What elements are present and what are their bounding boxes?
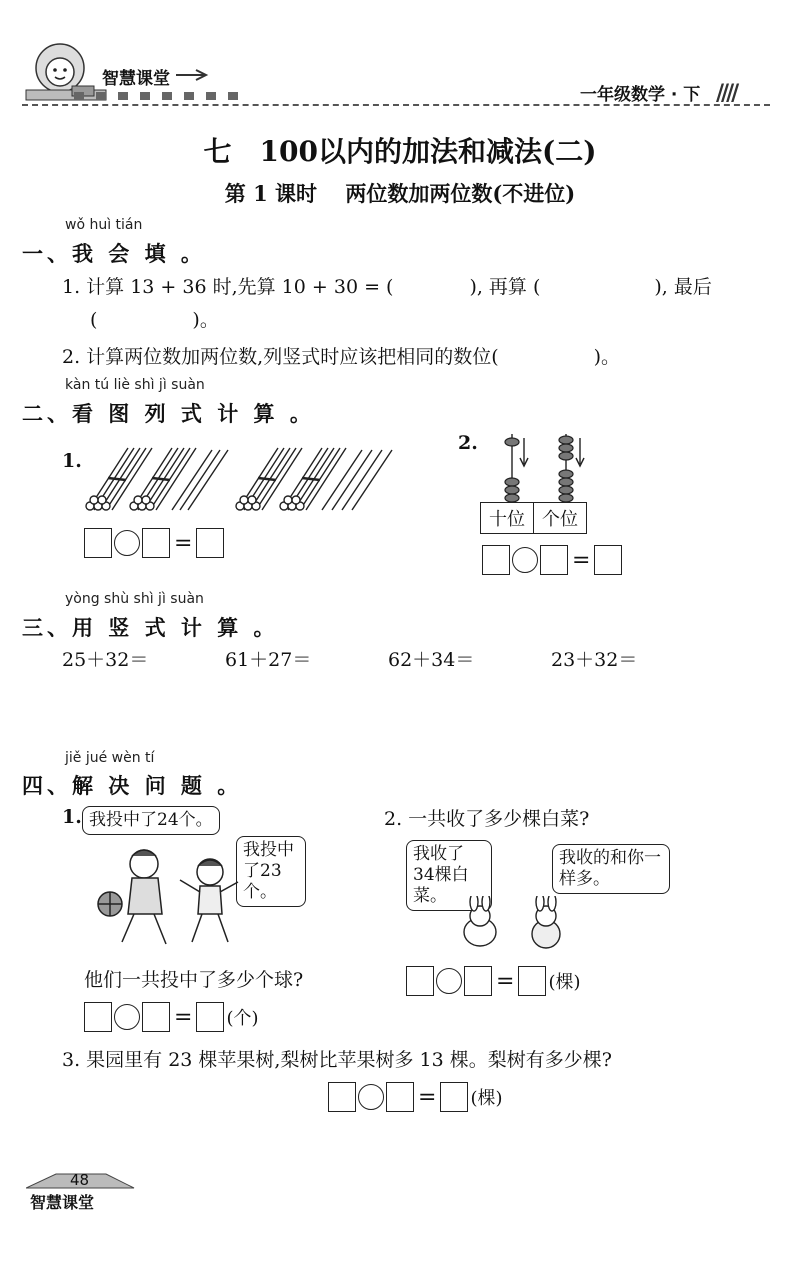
- answer-box[interactable]: [196, 1002, 224, 1032]
- vertical-problem-2: 61＋27＝: [225, 649, 312, 671]
- section2-title: 二、看 图 列 式 计 算 。: [22, 401, 315, 426]
- answer-box[interactable]: [464, 966, 492, 996]
- answer-box[interactable]: [84, 1002, 112, 1032]
- section2-q1-equation: [84, 528, 224, 558]
- rabbits-illustration: [450, 896, 580, 952]
- section4-q1-number: 1.: [62, 806, 82, 828]
- place-value-table: [480, 502, 587, 534]
- answer-box[interactable]: [482, 545, 510, 575]
- operator-circle[interactable]: [436, 968, 462, 994]
- header-brand: 智慧课堂: [102, 69, 170, 89]
- operator-circle[interactable]: [114, 1004, 140, 1030]
- section4-q2-equation: [406, 966, 580, 996]
- answer-box[interactable]: [386, 1082, 414, 1112]
- section1-title: 一、我 会 填 。: [22, 241, 206, 266]
- grade-subject: 一年级数学 · 下: [580, 85, 701, 105]
- answer-box[interactable]: [540, 545, 568, 575]
- section4-q3-equation: [328, 1082, 502, 1112]
- equals-sign: =: [496, 968, 515, 994]
- section1-pinyin: wǒ huì tián: [65, 217, 143, 233]
- section4-q3: 3. 果园里有 23 棵苹果树,梨树比苹果树多 13 棵。梨树有多少棵?: [62, 1049, 612, 1071]
- vertical-problem-4: 23＋32＝: [551, 649, 638, 671]
- vertical-problem-3: 62＋34＝: [388, 649, 475, 671]
- answer-box[interactable]: [196, 528, 224, 558]
- header-divider: [22, 104, 770, 106]
- section2-q2-number: 2.: [458, 432, 478, 454]
- unit-title: 七 100以内的加法和减法(二): [203, 135, 597, 168]
- answer-box[interactable]: [142, 1002, 170, 1032]
- operator-circle[interactable]: [512, 547, 538, 573]
- vertical-problem-1: 25＋32＝: [62, 649, 149, 671]
- section4-q1-question: 他们一共投中了多少个球?: [84, 969, 304, 991]
- section3-title: 三、用 竖 式 计 算 。: [22, 615, 279, 640]
- q3-unit: (棵): [470, 1088, 503, 1109]
- answer-box[interactable]: [594, 545, 622, 575]
- header-slashes: ////: [716, 80, 737, 106]
- abacus-illustration: [480, 430, 610, 504]
- q1-unit: (个): [226, 1008, 259, 1029]
- section4-pinyin: jiě jué wèn tí: [65, 750, 155, 766]
- section4-q2-title: 2. 一共收了多少棵白菜?: [384, 808, 590, 830]
- section2-pinyin: kàn tú liè shì jì suàn: [65, 377, 205, 393]
- section3-pinyin: yòng shù shì jì suàn: [65, 591, 204, 607]
- answer-box[interactable]: [518, 966, 546, 996]
- operator-circle[interactable]: [114, 530, 140, 556]
- section4-title: 四、解 决 问 题 。: [22, 773, 243, 798]
- page-number: 48: [70, 1171, 90, 1189]
- operator-circle[interactable]: [358, 1084, 384, 1110]
- speech-bubble-boy-1: 我投中了24个。: [82, 806, 220, 835]
- answer-box[interactable]: [84, 528, 112, 558]
- speech-bubble-boy-2: 我投中了23个。: [236, 836, 306, 907]
- equals-sign: =: [174, 1004, 193, 1030]
- equals-sign: =: [418, 1084, 437, 1110]
- lesson-title: 第 1 课时 两位数加两位数(不进位): [224, 181, 576, 206]
- answer-box[interactable]: [328, 1082, 356, 1112]
- section2-q1-number: 1.: [62, 450, 82, 472]
- section1-q1-line2: ( )。: [90, 309, 219, 331]
- section2-q2-equation: [482, 545, 622, 575]
- tens-label: 十位: [481, 503, 534, 534]
- speech-bubble-rabbit-2: 我收的和你一样多。: [552, 844, 670, 894]
- q2-unit: (棵): [548, 972, 581, 993]
- section1-q2: 2. 计算两位数加两位数,列竖式时应该把相同的数位( )。: [62, 346, 621, 368]
- basketball-boys-illustration: [88, 842, 248, 952]
- answer-box[interactable]: [406, 966, 434, 996]
- equals-sign: =: [174, 530, 193, 556]
- speech-bubble-rabbit-1: 我收了34棵白菜。: [406, 840, 492, 911]
- answer-box[interactable]: [440, 1082, 468, 1112]
- equals-sign: =: [572, 547, 591, 573]
- arrow-icon: [174, 68, 214, 82]
- section4-q1-equation: [84, 1002, 258, 1032]
- footer-brand: 智慧课堂: [30, 1193, 95, 1212]
- section1-q1-line1: 1. 计算 13 + 36 时,先算 10 + 30 = ( ), 再算 ( ), 最后: [62, 276, 712, 298]
- answer-box[interactable]: [142, 528, 170, 558]
- dot-strip: [74, 90, 274, 102]
- ones-label: 个位: [534, 503, 587, 534]
- stick-bundles-illustration: [80, 440, 400, 520]
